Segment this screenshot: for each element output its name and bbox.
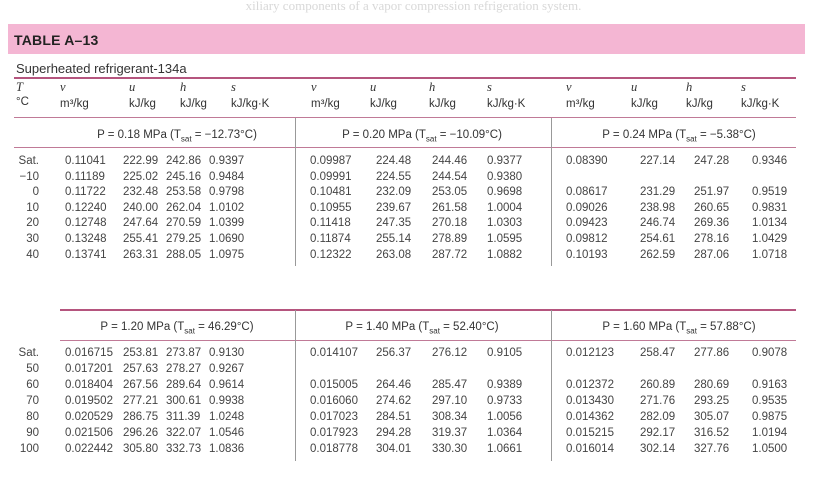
row-label: 60 [26,379,39,391]
table-cell: 276.12 [432,347,468,359]
table-cell: 0.015215 [566,427,614,439]
table-cell: 1.0661 [487,443,523,455]
table-cell: 0.9733 [487,395,523,407]
table-cell: 1.0595 [487,233,523,245]
table-cell: 224.55 [376,170,412,183]
table-cell: 247.28 [694,155,730,167]
table-cell: 0.9535 [752,395,788,407]
column-header-symbol: u [129,80,136,94]
pressure-header: P = 1.20 MPa $(T_{sat} = 46.29^\circ C)$ [100,321,254,336]
table-cell: 257.63 [123,363,159,375]
table-cell: 270.18 [432,217,468,230]
table-cell: 0.9078 [752,347,788,359]
table-cell: 0.017023 [310,411,358,423]
table-cell: 0.9163 [752,379,788,391]
table-cell: 271.76 [640,395,676,407]
table-cell: 300.61 [166,395,202,407]
table-cell: 305.07 [694,411,730,423]
column-header-symbol: v [566,80,572,94]
column-header-symbol: v [311,80,317,94]
table-cell: 1.0546 [209,427,245,439]
column-header-symbol: v [60,80,66,94]
table-cell: 294.28 [376,427,412,439]
pressure-header: P = 0.24 MPa $(T_{sat} = -5.38^\circ C)$ [602,129,756,144]
table-cell: 260.65 [694,201,730,214]
table-cell: 258.47 [640,347,676,359]
table-cell: 292.17 [640,427,676,439]
table-cell: 1.0004 [487,201,523,214]
table-cell: 0.9938 [209,395,245,407]
table-cell: 0.9831 [752,201,788,214]
table-cell: 0.09991 [310,170,352,183]
row-label: 40 [26,248,39,261]
column-header-unit: m³/kg [311,98,340,110]
table-cell: 0.012372 [566,379,614,391]
table-cell: 232.09 [376,186,412,199]
table-cell: 0.016014 [566,443,614,455]
table-cell: 0.9267 [209,363,245,375]
table-cell: 1.0882 [487,248,523,261]
table-cell: 1.0500 [752,443,788,455]
table-cell: 0.9130 [209,347,245,359]
table-cell: 0.9519 [752,186,788,199]
column-header-unit: kJ/kg [429,98,456,110]
table-cell: 297.10 [432,395,468,407]
table-cell: 246.74 [640,217,676,230]
column-header-symbol: s [487,80,492,94]
pressure-header: P = 0.18 MPa $(T_{sat} = -12.73^\circ C)$ [97,129,257,144]
column-header-unit: kJ/kg [180,98,207,110]
table-cell: 263.08 [376,248,412,261]
table-cell: 0.014107 [310,347,358,359]
table-cell: 278.27 [166,363,202,375]
table-cell: 0.9484 [209,170,245,183]
temperature-symbol: T [16,80,23,94]
block2-divider-2 [551,310,552,461]
column-header-symbol: h [180,80,187,94]
block1-divider-2 [551,118,552,266]
table-cell: 284.51 [376,411,412,423]
table-cell: 0.13741 [65,248,107,261]
table-cell: 0.9397 [209,155,245,167]
table-cell: 316.52 [694,427,730,439]
table-cell: 0.10481 [310,186,352,199]
column-header-unit: kJ/kg [631,98,658,110]
table-cell: 238.98 [640,201,676,214]
table-cell: 0.09812 [566,233,608,245]
table-cell: 1.0429 [752,233,788,245]
table-cell: 279.25 [166,233,202,245]
table-cell: 0.11041 [65,155,106,167]
table-cell: 332.73 [166,443,202,455]
table-cell: 256.37 [376,347,412,359]
table-cell: 0.9614 [209,379,245,391]
table-cell: 330.30 [432,443,468,455]
table-cell: 262.04 [166,201,202,214]
table-title-bar [8,24,805,54]
table-cell: 253.05 [432,186,468,199]
table-cell: 0.13248 [65,233,107,245]
column-header-unit: kJ/kg [686,98,713,110]
table-cell: 0.012123 [566,347,614,359]
table-cell: 0.11722 [65,186,106,199]
table-cell: 288.05 [166,248,202,261]
column-header-symbol: u [370,80,377,94]
table-cell: 0.019502 [65,395,113,407]
column-header-symbol: u [631,80,638,94]
table-cell: 0.9798 [209,186,245,199]
table-cell: 305.80 [123,443,159,455]
table-cell: 244.54 [432,170,468,183]
table-cell: 0.9380 [487,170,523,183]
table-cell: 1.0399 [209,217,245,230]
table-cell: 247.35 [376,217,412,230]
table-title: TABLE A–13 [14,32,99,48]
table-cell: 322.07 [166,427,202,439]
table-cell: 0.016060 [310,395,358,407]
table-cell: 0.9105 [487,347,523,359]
table-cell: 278.89 [432,233,468,245]
row-label: 100 [19,443,39,455]
table-cell: 0.9346 [752,155,788,167]
column-header-unit: m³/kg [566,98,595,110]
row-label: 30 [26,233,39,245]
pressure-header: P = 1.40 MPa $(T_{sat} = 52.40^\circ C)$ [345,321,499,336]
table-cell: 247.64 [123,217,159,230]
table-cell: 1.0975 [209,248,245,261]
table-cell: 0.08617 [566,186,608,199]
row-label: 50 [26,363,39,375]
column-header-unit: kJ/kg [129,98,156,110]
row-label: Sat. [18,347,39,359]
column-header-unit: kJ/kg [370,98,397,110]
table-cell: 1.0056 [487,411,523,423]
column-header-symbol: h [686,80,693,94]
table-cell: 296.26 [123,427,159,439]
table-cell: 251.97 [694,186,730,199]
row-label: 10 [26,201,39,214]
table-cell: 0.11189 [65,170,105,183]
table-cell: 289.64 [166,379,202,391]
block1-pressure-rule [14,147,796,148]
table-cell: 0.11874 [310,233,351,245]
table-cell: 277.86 [694,347,730,359]
table-cell: 269.36 [694,217,730,230]
table-cell: 0.020529 [65,411,113,423]
table-cell: 1.0194 [752,427,788,439]
row-label: 0 [32,186,39,199]
table-subtitle: Superheated refrigerant-134a [16,61,187,76]
table-cell: 245.16 [166,170,202,183]
table-cell: 255.14 [376,233,412,245]
table-cell: 253.58 [166,186,202,199]
table-cell: 0.018778 [310,443,358,455]
column-header-unit: kJ/kg·K [487,98,526,110]
column-header-unit: kJ/kg·K [231,98,270,110]
table-cell: 0.10193 [566,248,608,261]
table-cell: 0.12322 [310,248,352,261]
table-cell: 0.022442 [65,443,113,455]
table-cell: 287.72 [432,248,468,261]
table-cell: 302.14 [640,443,676,455]
table-cell: 260.89 [640,379,676,391]
column-header-symbol: s [741,80,746,94]
table-cell: 262.59 [640,248,676,261]
table-cell: 0.12240 [65,201,107,214]
table-cell: 287.06 [694,248,730,261]
table-cell: 0.9875 [752,411,788,423]
table-cell: 261.58 [432,201,468,214]
table-cell: 1.0836 [209,443,245,455]
block2-divider-1 [295,310,296,461]
table-cell: 242.86 [166,155,202,167]
table-cell: 0.016715 [65,347,113,359]
table-cell: 227.14 [640,155,676,167]
table-cell: 304.01 [376,443,412,455]
table-cell: 244.46 [432,155,468,167]
row-label: 90 [26,427,39,439]
table-cell: 0.9389 [487,379,523,391]
table-cell: 0.09026 [566,201,608,214]
table-cell: 0.09987 [310,155,352,167]
pressure-header: P = 0.20 MPa $(T_{sat} = -10.09^\circ C)$ [342,129,502,144]
table-cell: 293.25 [694,395,730,407]
table-cell: 1.0248 [209,411,245,423]
table-cell: 0.021506 [65,427,113,439]
table-cell: 308.34 [432,411,468,423]
temperature-unit: °C [16,96,29,108]
table-cell: 1.0134 [752,217,788,230]
table-cell: 0.10955 [310,201,352,214]
column-header-symbol: h [429,80,436,94]
table-cell: 0.9377 [487,155,523,167]
table-cell: 1.0364 [487,427,523,439]
block2-top-rule [60,309,796,311]
table-cell: 222.99 [123,155,159,167]
background-caption-text: xiliary components of a vapor compression refrigeration system. [245,0,582,13]
table-cell: 274.62 [376,395,412,407]
block2-pressure-rule [60,340,796,341]
row-label: 70 [26,395,39,407]
table-cell: 0.09423 [566,217,608,230]
table-cell: 239.67 [376,201,412,214]
table-cell: 277.21 [123,395,159,407]
table-cell: 0.11418 [310,217,351,230]
pressure-header: P = 1.60 MPa $(T_{sat} = 57.88^\circ C)$ [602,321,756,336]
table-cell: 319.37 [432,427,468,439]
table-cell: 311.39 [166,411,201,423]
table-cell: 282.09 [640,411,676,423]
table-cell: 255.41 [123,233,159,245]
table-cell: 0.018404 [65,379,113,391]
row-label: 80 [26,411,39,423]
table-cell: 1.0718 [752,248,788,261]
table-cell: 0.08390 [566,155,608,167]
table-cell: 0.015005 [310,379,358,391]
row-label: −10 [19,170,39,183]
table-cell: 0.014362 [566,411,614,423]
table-cell: 254.61 [640,233,676,245]
table-cell: 280.69 [694,379,730,391]
column-header-unit: kJ/kg·K [741,98,780,110]
table-cell: 231.29 [640,186,676,199]
header-top-rule [14,77,796,79]
table-cell: 1.0102 [209,201,245,214]
table-cell: 232.48 [123,186,159,199]
table-cell: 253.81 [123,347,159,359]
table-cell: 0.9698 [487,186,523,199]
row-label: 20 [26,217,39,230]
row-label: Sat. [18,155,39,167]
table-cell: 0.12748 [65,217,107,230]
table-cell: 327.76 [694,443,730,455]
table-cell: 286.75 [123,411,159,423]
column-header-unit: m³/kg [60,98,89,110]
table-cell: 278.16 [694,233,730,245]
table-cell: 267.56 [123,379,159,391]
table-cell: 264.46 [376,379,412,391]
block1-divider-1 [295,118,296,266]
table-cell: 263.31 [123,248,159,261]
table-cell: 270.59 [166,217,202,230]
header-bottom-rule [14,117,796,118]
table-cell: 285.47 [432,379,468,391]
table-cell: 273.87 [166,347,202,359]
table-cell: 0.017201 [65,363,113,375]
table-cell: 240.00 [123,201,159,214]
table-cell: 224.48 [376,155,412,167]
table-cell: 0.013430 [566,395,614,407]
table-cell: 1.0690 [209,233,245,245]
table-cell: 0.017923 [310,427,358,439]
column-header-symbol: s [231,80,236,94]
table-cell: 1.0303 [487,217,523,230]
table-cell: 225.02 [123,170,159,183]
